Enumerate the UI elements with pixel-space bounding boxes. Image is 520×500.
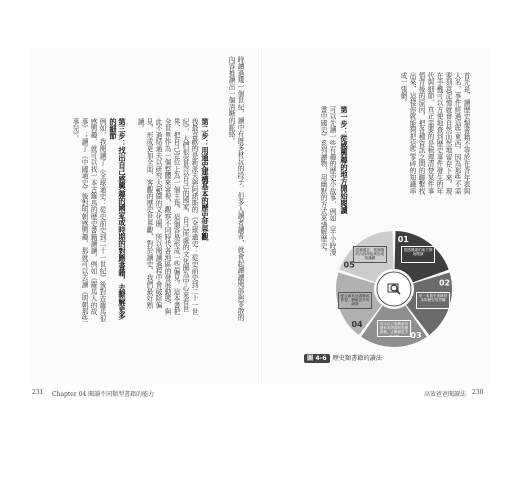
figure-label: 圖 4-6 [304,354,330,363]
diagram-segment-number-04: 04 [351,320,363,330]
right-intro-paragraph: 首先是，讀歷史類書籍不等於在背年表與人名、事件經過這些東西，因為那些不需要刻意記憶就會自然而然地留存下來。現在手機可以方便地查到歷史事件發生的年代與細節，真正需要的是梳理清楚某件事情背後的原因，把各種資訊之間的聯繫找出來，這樣你就能夠把這些零碎的知識串成一張網。 [399,72,470,195]
diagram-center [377,272,411,306]
diagram-segment-number-02: 02 [438,278,451,288]
left-section-body-step2: 我最喜歡的是新派夫與阿諾斯的《全球通史：從史前史到二十一世紀》，人們很容易以自己的國家、自己所處的文化圈為中心來看世界，把自己定位上為一個主角，這個容易形成一些偏見。這本書把全世界作為一個整體來審視，觀察不同時代各地區的發展動態，與此不過結通夫以研究大範圍的文化圈，所以閱讀過程中會破除偏見，形成更加全面、客觀的歷史世界觀，對於讀史，我們最好熟讀。 [136,118,198,316]
diagram-segment-text-04: 配合讀其他書籍或影視，瞭解更多的細節 [338,292,372,309]
book-gutter [258,48,262,384]
diagram-segment-number-03: 03 [410,331,422,341]
reading-method-diagram [324,226,464,352]
right-section-body-step1: 可以先讀一些有趣的歷史小故事，例如《半小時漫畫中國史》系列讀物，用幽默的方式來講解歷史。 [319,106,336,256]
left-page-number: 231 [32,389,44,396]
left-section-heading-step3: 第三步：找出自己感興趣的國家或時期的對應書籍，去瞭解更多的細節 [109,118,127,320]
left-section-body-step3: 例如，我閱讀了《全球通史：從史前史到二十一世紀》後對古羅馬很感興趣，就可以找一本古羅馬的歷史書籍讀讀，例如《羅馬人的故事》；讀了《中國通史》後對明朝感興趣，那就可以去讀《明朝那些事兒》。 [71,118,106,322]
left-section-heading-step2: 第二步：用通史建構基本的歷史世界觀 [201,118,210,241]
diagram-segment-text-02: 用一本通史建構基本的歷史世界觀 [416,292,450,309]
figure-title: 歷史類書籍的讀法 [332,355,383,362]
figure-caption [304,353,382,362]
diagram-segment-text-03: 找出自己感興趣的國家或時期的對應書籍，去瞭解更多的細節 [377,320,411,337]
diagram-segment-text-05: 認識過去，把讀過的內容串起來形成知識網 [353,246,387,263]
diagram-segment-text-01: 從感興趣的地方開始閱讀 [401,246,435,263]
right-running-head: 高效爸爸閱讀法 [424,391,467,398]
diagram-segment-number-05: 05 [343,260,355,270]
left-lead-paragraph: 時讀過幾一個世紀，讀中有既多材玩的段子，但多人讀者讀者，就會起讀讀閱部與零散的內容推讀出一個清晰的脈絡。 [227,56,244,322]
diagram-segment-number-01: 01 [397,234,409,244]
right-section-heading-step1: 第一步：從感興趣的地方開始閱讀 [340,106,349,214]
left-running-head: Chapter 04 閱讀不同類型書籍的能力 [52,391,155,398]
right-page-number: 230 [472,389,484,396]
